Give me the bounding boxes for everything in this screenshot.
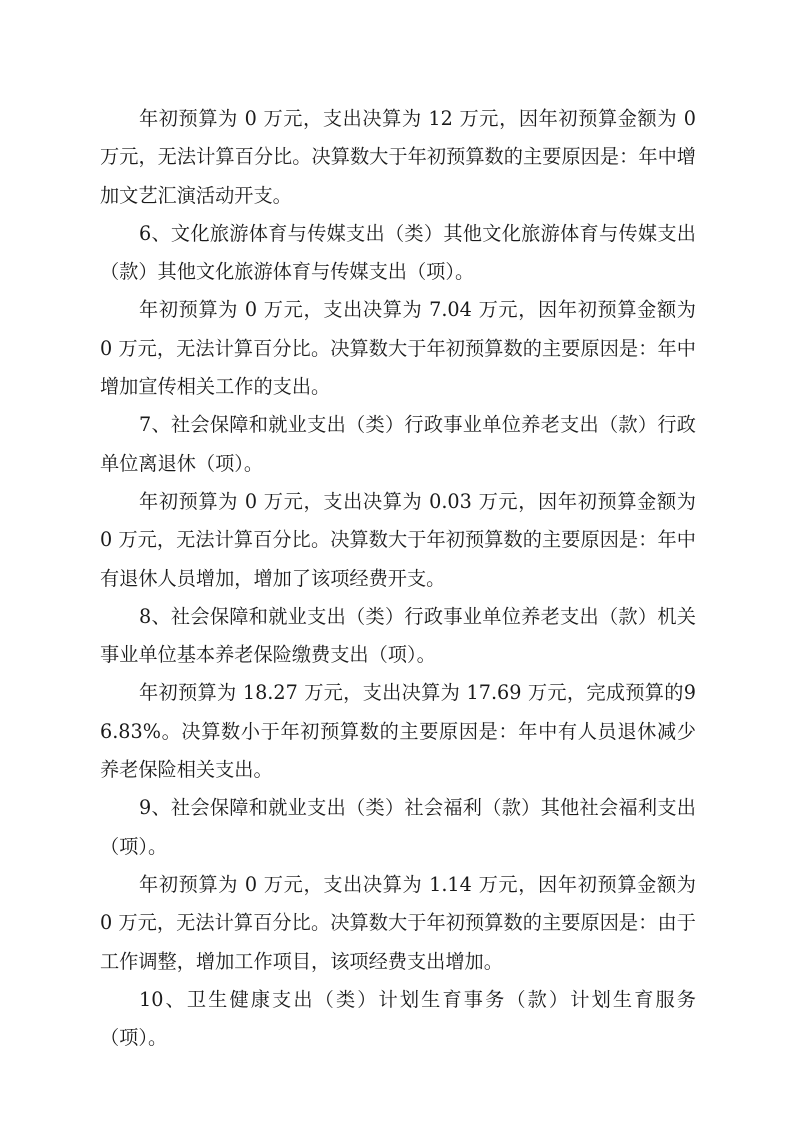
paragraph-item-6-heading: 6、文化旅游体育与传媒支出（类）其他文化旅游体育与传媒支出（款）其他文化旅游体育与传媒支出（项）。 <box>100 221 696 284</box>
paragraph-item-7-heading: 7、社会保障和就业支出（类）行政事业单位养老支出（款）行政单位离退休（项）。 <box>100 413 696 475</box>
paragraph-item-8-heading: 8、社会保障和就业支出（类）行政事业单位养老支出（款）机关事业单位基本养老保险缴费支出（项）。 <box>100 604 696 667</box>
paragraph-budget-publicity: 年初预算为 0 万元，支出决算为 7.04 万元，因年初预算金额为 0 万元，无法计算百分比。决算数大于年初预算数的主要原因是：年中增加宣传相关工作的支出。 <box>100 298 696 399</box>
paragraph-budget-social-welfare: 年初预算为 0 万元，支出决算为 1.14 万元，因年初预算金额为 0 万元，无法计算百分比。决算数大于年初预算数的主要原因是：由于工作调整，增加工作项目，该项经费支出增加。 <box>100 872 696 973</box>
paragraph-item-9-heading: 9、社会保障和就业支出（类）社会福利（款）其他社会福利支出（项）。 <box>100 796 696 858</box>
paragraph-budget-pension-insurance: 年初预算为 18.27 万元，支出决算为 17.69 万元，完成预算的96.83%。决算数小于年初预算数的主要原因是：年中有人员退休减少养老保险相关支出。 <box>100 681 696 782</box>
paragraph-budget-retirement: 年初预算为 0 万元，支出决算为 0.03 万元，因年初预算金额为 0 万元，无法计算百分比。决算数大于年初预算数的主要原因是：年中有退休人员增加，增加了该项经费开支。 <box>100 489 696 590</box>
paragraph-budget-art-performance: 年初预算为 0 万元，支出决算为 12 万元，因年初预算金额为 0 万元，无法计算百分比。决算数大于年初预算数的主要原因是：年中增加文艺汇演活动开支。 <box>100 107 696 207</box>
document-body <box>100 100 696 1057</box>
paragraph-item-10-heading: 10、卫生健康支出（类）计划生育事务（款）计划生育服务（项）。 <box>100 987 696 1050</box>
